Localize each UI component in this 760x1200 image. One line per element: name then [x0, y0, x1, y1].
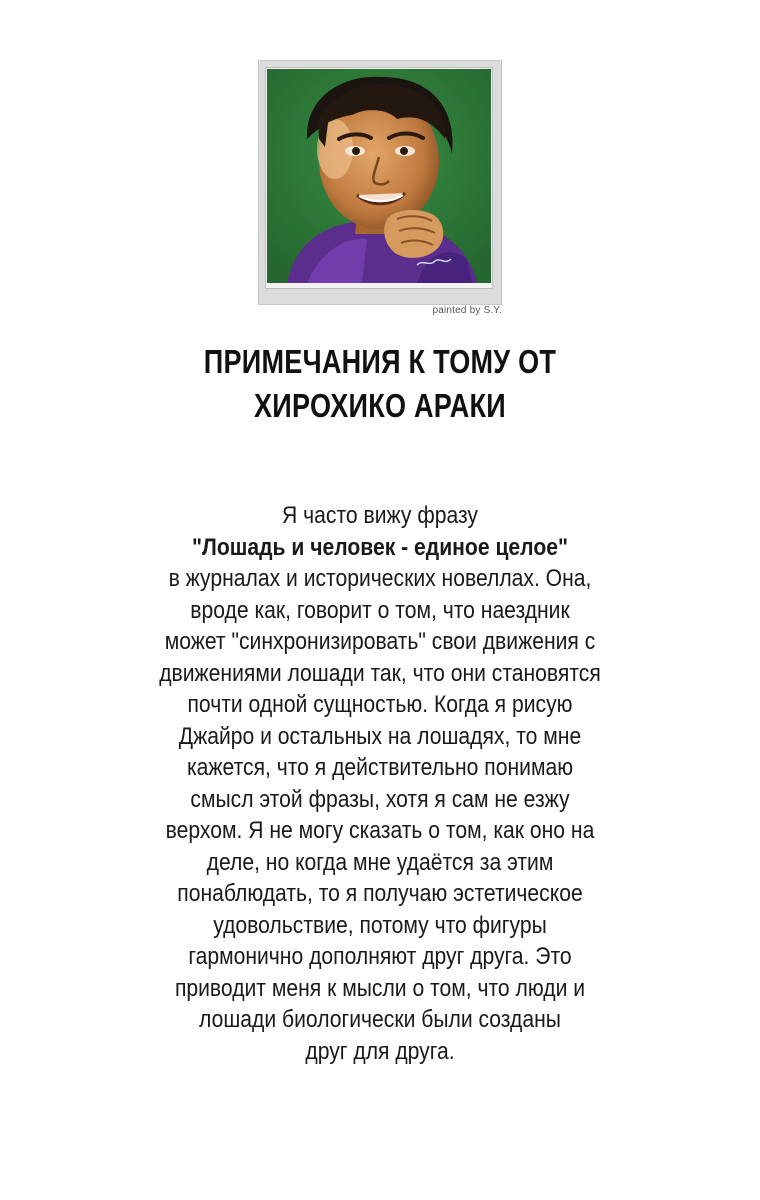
body-line: приводит меня к мысли о том, что люди и: [174, 974, 586, 1002]
portrait-caption: painted by S.Y.: [432, 305, 502, 316]
body-line: верхом. Я не могу сказать о том, как оно на: [165, 817, 595, 844]
quoted-phrase: "Лошадь и человек - единое целое": [192, 533, 568, 561]
portrait-frame: [265, 67, 493, 289]
body-line: деле, но когда мне удаётся за этим: [206, 848, 554, 876]
body-line: Я часто вижу фразу: [282, 502, 478, 529]
title-line-1: ПРИМЕЧАНИЯ К ТОМУ ОТ: [203, 343, 557, 380]
body-line: может "синхронизировать" свои движения с: [164, 628, 596, 655]
painted-portrait-image: [267, 69, 491, 283]
title-line-2: ХИРОХИКО АРАКИ: [254, 387, 506, 424]
body-line: друг для друга.: [305, 1037, 455, 1065]
body-line: почти одной сущностью. Когда я рисую: [187, 691, 573, 718]
body-line: в журналах и исторических новеллах. Она,: [168, 565, 592, 592]
body-line: кажется, что я действительно понимаю: [186, 754, 574, 781]
body-line: смысл этой фразы, хотя я сам не езжу: [190, 785, 570, 813]
body-line: удовольствие, потому что фигуры: [213, 911, 547, 939]
body-line: гармонично дополняют друг друга. Это: [188, 943, 572, 970]
page-title: [68, 340, 691, 428]
body-line: вроде как, говорит о том, что наездник: [190, 596, 570, 624]
author-note-text: [0, 500, 760, 1067]
body-line: Джайро и остальных на лошадях, то мне: [178, 722, 582, 750]
author-portrait: [258, 60, 502, 305]
body-line: понаблюдать, то я получаю эстетическое: [177, 880, 583, 907]
body-line: движениями лошади так, что они становятся: [159, 659, 601, 687]
body-line: лошади биологически были созданы: [199, 1006, 561, 1033]
